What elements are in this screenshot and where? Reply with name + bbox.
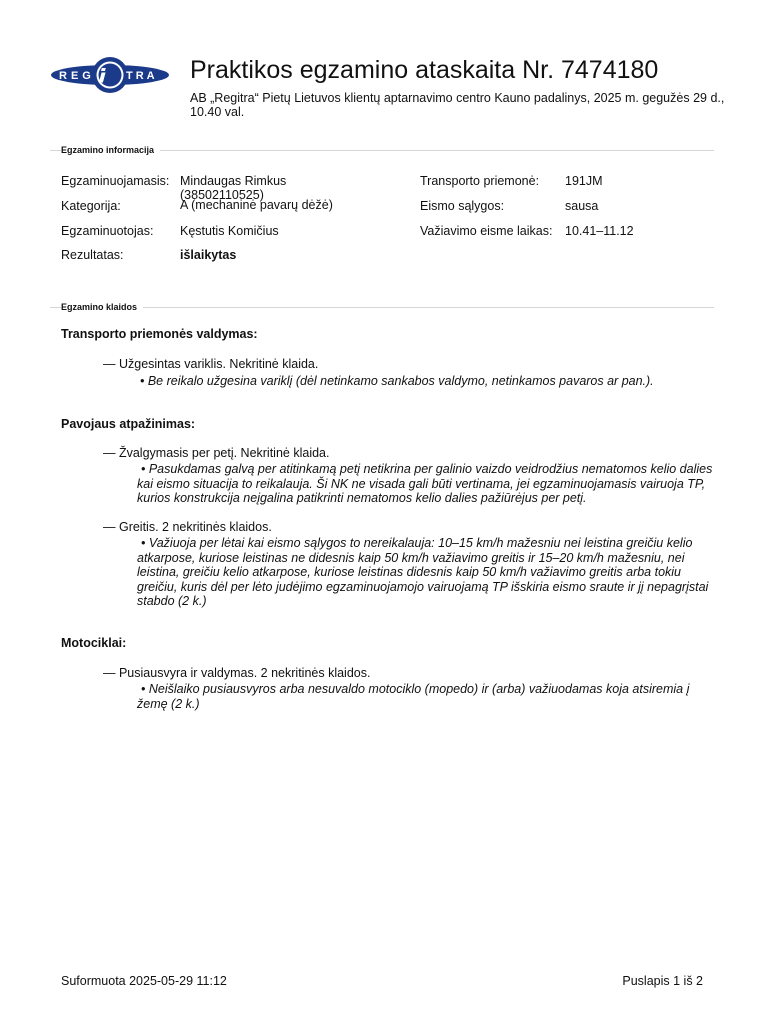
svg-text:REG: REG <box>59 70 95 82</box>
svg-text:TRA: TRA <box>126 70 158 82</box>
category-label: Kategorija: <box>61 199 121 213</box>
error-item-line: — Pusiausvyra ir valdymas. 2 nekritinės klaidos. <box>103 666 371 680</box>
error-item-description: • Važiuoja per lėtai kai eismo sąlygos to nereikalauja: 10–15 km/h mažesniu nei leistina greičiu kelio atkarpose, kuriose leistinas ne didesnis kaip 50 km/h važiavimo greitis ir 15–20 km/h mažesniu, nei leistina, greičiu kelio atkarpose, kuriose leistinas didesnis kaip 50 km/h važiavimo greitis arba tokiu greičiu, kuris dėl per lėto judėjimo egzaminuojamojo vairuojamą TP išskiria eismo sraute ir jį nepagrįstai stabdo (2 k.) <box>137 536 709 608</box>
report-subtitle: AB „Regitra“ Pietų Lietuvos klientų aptarnavimo centro Kauno padalinys, 2025 m. gegužės 29 d., 10.40 val. <box>190 91 725 119</box>
conditions-value: sausa <box>565 199 599 213</box>
conditions-label: Eismo sąlygos: <box>420 199 505 213</box>
error-item-description: • Neišlaiko pusiausvyros arba nesuvaldo motociklo (mopedo) ir (arba) važiuodamas koja atsiremia į žemę (2 k.) <box>137 682 690 711</box>
driving-time-value: 10.41–11.12 <box>565 224 634 238</box>
error-item-description: • Pasukdamas galvą per atitinkamą petį netikrina per galinio vaizdo veidrodžius nematomos kelio dalies kai eismo situacija to reikalauja. Ši NK ne visada gali būti vertinama, jei egzaminuojamasis vairuoja TP, kurios konstrukcija neįgalina patikrinti nematomos kelio dalies pažiūrėjus per petį. <box>137 462 713 505</box>
section-header-exam-errors <box>50 301 714 313</box>
error-category-title: Motociklai: <box>61 636 127 650</box>
section-title: Egzamino informacija <box>61 144 160 156</box>
vehicle-label: Transporto priemonė: <box>420 174 540 188</box>
error-item-line: — Užgesintas variklis. Nekritinė klaida. <box>103 357 319 371</box>
report-title: Praktikos egzamino ataskaita Nr. 7474180 <box>190 56 659 84</box>
section-header-exam-info <box>50 144 714 156</box>
examinee-name: Mindaugas Rimkus <box>180 174 287 188</box>
regitra-logo <box>50 56 170 94</box>
footer-page-number: Puslapis 1 iš 2 <box>622 974 703 988</box>
driving-time-label: Važiavimo eisme laikas: <box>420 224 553 238</box>
error-category-title: Pavojaus atpažinimas: <box>61 417 196 431</box>
examinee-code: (38502110525) <box>180 188 264 202</box>
examinee-label: Egzaminuojamasis: <box>61 174 170 188</box>
regitra-logo-icon <box>50 56 170 94</box>
error-item-description: • Be reikalo užgesina variklį (dėl netinkamo sankabos valdymo, netinkamos pavaros ar pan.). <box>140 374 654 388</box>
error-item-line: — Greitis. 2 nekritinės klaidos. <box>103 520 272 534</box>
category-value: A (mechaninė pavarų dėžė) <box>180 198 333 212</box>
result-label: Rezultatas: <box>61 248 124 262</box>
examiner-label: Egzaminuotojas: <box>61 224 154 238</box>
examiner-value: Kęstutis Komičius <box>180 224 279 238</box>
vehicle-value: 191JM <box>565 174 603 188</box>
error-category-title: Transporto priemonės valdymas: <box>61 327 258 341</box>
result-value: išlaikytas <box>180 248 237 262</box>
error-item-line: — Žvalgymasis per petį. Nekritinė klaida. <box>103 446 330 460</box>
section-title: Egzamino klaidos <box>61 301 143 313</box>
footer-generated-date: Suformuota 2025-05-29 11:12 <box>61 974 227 988</box>
